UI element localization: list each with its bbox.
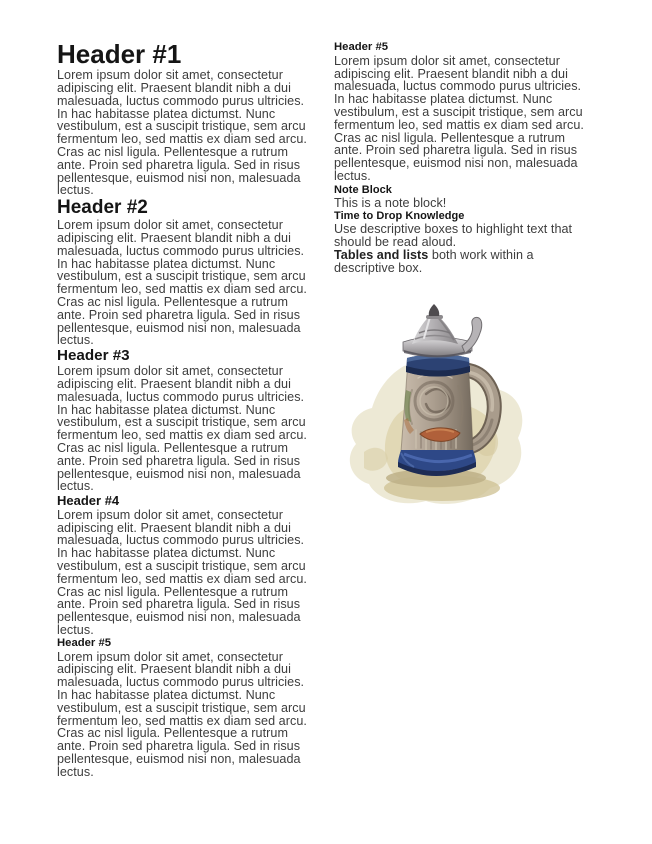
note-block-title: Note Block xyxy=(334,183,392,196)
header-3: Header #3 xyxy=(57,347,130,365)
header-1: Header #1 xyxy=(57,39,182,69)
stein-thumblift xyxy=(462,318,482,354)
tables-note xyxy=(334,249,587,275)
section-header-5-right xyxy=(334,42,587,183)
paragraph: Lorem ipsum dolor sit amet, consectetur adipiscing elit. Praesent blandit nibh a dui malesuada, luctus commodo purus ultricies. In hac habitasse platea dictumst. Nunc vestibulum, est a suscipit tristique, sem arcu fermentum leo, sed mattis ex diam sed arcu. Cras ac nisl ligula. Pellentesque a rutrum ante. Proin sed pharetra ligula. Sed in risus pellentesque, euismod nisi non, malesuada lectus. xyxy=(57,218,307,348)
section-header-5-left xyxy=(57,638,310,779)
section-header-4 xyxy=(57,494,310,637)
beer-stein-illustration xyxy=(334,302,534,512)
stein-image xyxy=(334,302,587,517)
section-header-2 xyxy=(57,198,310,347)
paragraph: Lorem ipsum dolor sit amet, consectetur adipiscing elit. Praesent blandit nibh a dui malesuada, luctus commodo purus ultricies. In hac habitasse platea dictumst. Nunc vestibulum, est a suscipit tristique, sem arcu fermentum leo, sed mattis ex diam sed arcu. Cras ac nisl ligula. Pellentesque a rutrum ante. Proin sed pharetra ligula. Sed in risus pellentesque, euismod nisi non, malesuada lectus. xyxy=(334,53,584,184)
section-header-3 xyxy=(57,348,310,493)
note-block-text: This is a note block! xyxy=(334,195,447,210)
header-2: Header #2 xyxy=(57,197,148,219)
tables-note-rest: both work within a descriptive box. xyxy=(334,247,534,275)
header-5: Header #5 xyxy=(334,41,389,53)
left-column xyxy=(57,41,310,779)
right-column xyxy=(334,41,587,779)
paragraph: Lorem ipsum dolor sit amet, consectetur adipiscing elit. Praesent blandit nibh a dui malesuada, luctus commodo purus ultricies. In hac habitasse platea dictumst. Nunc vestibulum, est a suscipit tristique, sem arcu fermentum leo, sed mattis ex diam sed arcu. Cras ac nisl ligula. Pellentesque a rutrum ante. Proin sed pharetra ligula. Sed in risus pellentesque, euismod nisi non, malesuada lectus. xyxy=(57,364,307,494)
stein-lid-cone xyxy=(412,304,458,344)
knowledge-title: Time to Drop Knowledge xyxy=(334,210,465,223)
paragraph: Lorem ipsum dolor sit amet, consectetur adipiscing elit. Praesent blandit nibh a dui malesuada, luctus commodo purus ultricies. In hac habitasse platea dictumst. Nunc vestibulum, est a suscipit tristique, sem arcu fermentum leo, sed mattis ex diam sed arcu. Cras ac nisl ligula. Pellentesque a rutrum ante. Proin sed pharetra ligula. Sed in risus pellentesque, euismod nisi non, malesuada lectus. xyxy=(57,507,307,637)
knowledge-text: Use descriptive boxes to highlight text that should be read aloud. xyxy=(334,222,573,250)
section-header-1 xyxy=(57,41,310,197)
header-4: Header #4 xyxy=(57,493,120,509)
tables-note-bold: Tables and lists xyxy=(334,247,429,262)
paragraph: Lorem ipsum dolor sit amet, consectetur adipiscing elit. Praesent blandit nibh a dui malesuada, luctus commodo purus ultricies. In hac habitasse platea dictumst. Nunc vestibulum, est a suscipit tristique, sem arcu fermentum leo, sed mattis ex diam sed arcu. Cras ac nisl ligula. Pellentesque a rutrum ante. Proin sed pharetra ligula. Sed in risus pellentesque, euismod nisi non, malesuada lectus. xyxy=(57,649,307,779)
paragraph: Lorem ipsum dolor sit amet, consectetur adipiscing elit. Praesent blandit nibh a dui malesuada, luctus commodo purus ultricies. In hac habitasse platea dictumst. Nunc vestibulum, est a suscipit tristique, sem arcu fermentum leo, sed mattis ex diam sed arcu. Cras ac nisl ligula. Pellentesque a rutrum ante. Proin sed pharetra ligula. Sed in risus pellentesque, euismod nisi non, malesuada lectus. xyxy=(57,68,307,198)
stein-top-band xyxy=(406,355,470,377)
two-column-layout xyxy=(57,41,652,779)
header-5: Header #5 xyxy=(57,636,112,649)
